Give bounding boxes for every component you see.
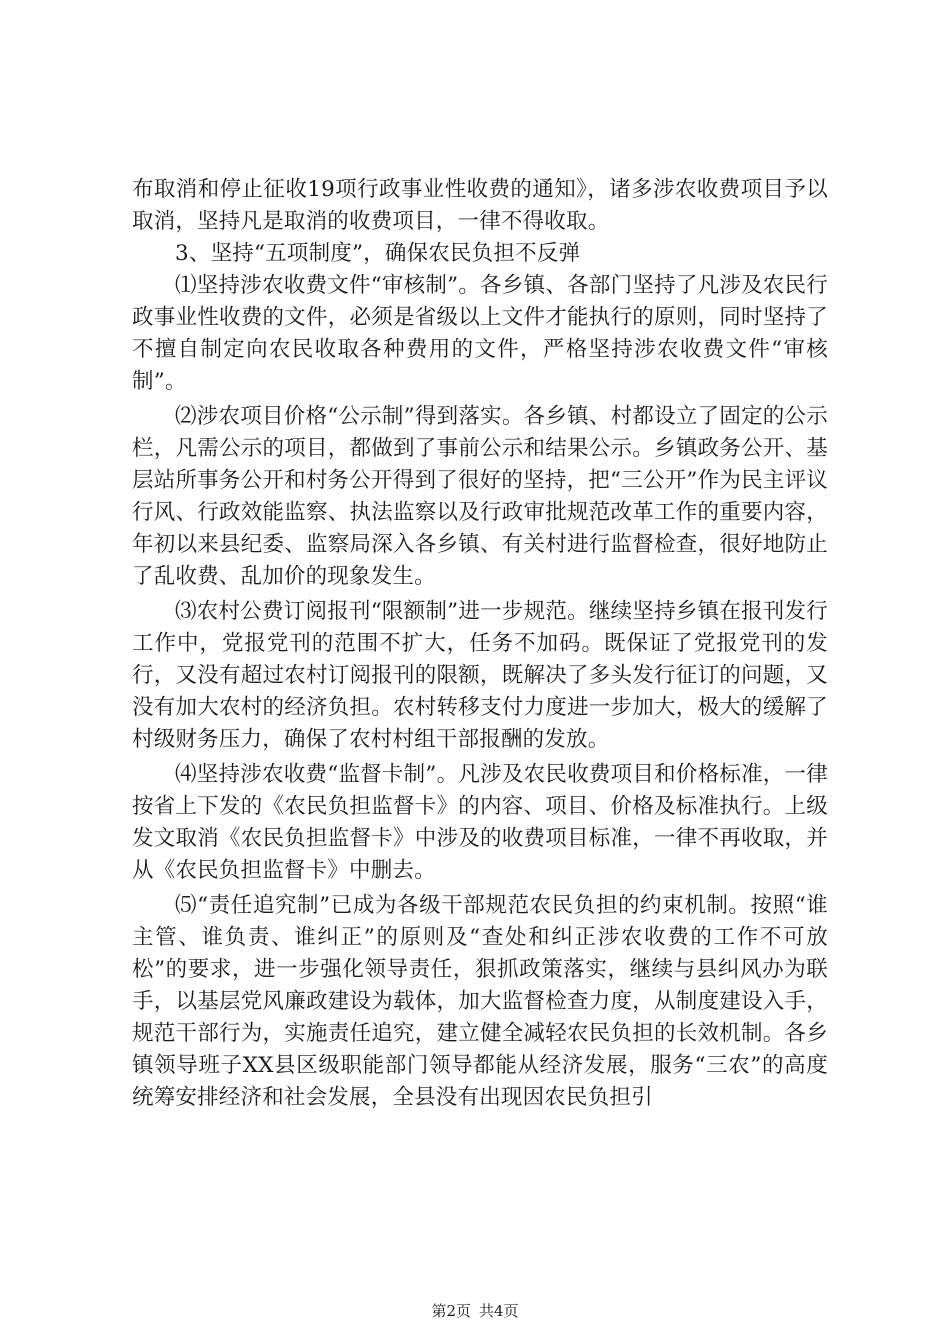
page-number: 第2页: [431, 1302, 471, 1320]
paragraph-item-4: ⑷坚持涉农收费“监督卡制”。凡涉及农民收费项目和价格标准，一律按省上下发的《农民负担监督卡》的内容、项目、价格及标准执行。上级发文取消《农民负担监督卡》中涉及的收费项目标准，一律不再收取，并从《农民负担监督卡》中删去。: [132, 762, 828, 883]
paragraph-item-5: ⑸“责任追究制”已成为各级干部规范农民负担的约束机制。按照“谁主管、谁负责、谁纠正”的原则及“查处和纠正涉农收费的工作不可放松”的要求，进一步强化领导责任，狠抓政策落实，继续与县纠风办为联手，以基层党风廉政建设为载体，加大监督检查力度，从制度建设入手，规范干部行为，实施责任追究，建立健全减轻农民负担的长效机制。各乡镇领导班子XX县区级职能部门领导都能从经济发展，服务“三农”的高度统筹安排经济和社会发展，全县没有出现因农民负担引: [132, 893, 828, 1110]
paragraph-item-1: ⑴坚持涉农收费文件“审核制”。各乡镇、各部门坚持了凡涉及农民行政事业性收费的文件，必须是省级以上文件才能执行的原则，同时坚持了不擅自制定向农民收取各种费用的文件，严格坚持涉农收费文件“审核制”。: [132, 273, 828, 394]
section-heading: 3、坚持“五项制度”，确保农民负担不反弹: [175, 241, 581, 266]
page-total: 共4页: [479, 1302, 519, 1320]
document-body: [132, 174, 828, 1114]
page-footer: [0, 1301, 950, 1321]
paragraph-item-2: ⑵涉农项目价格“公示制”得到落实。各乡镇、村都设立了固定的公示栏，凡需公示的项目，都做到了事前公示和结果公示。乡镇政务公开、基层站所事务公开和村务公开得到了很好的坚持，把“三公开”作为民主评议行风、行政效能监察、执法监察以及行政审批规范改革工作的重要内容，年初以来县纪委、监察局深入各乡镇、有关村进行监督检查，很好地防止了乱收费、乱加价的现象发生。: [132, 404, 828, 589]
paragraph-item-3: ⑶农村公费订阅报刊“限额制”进一步规范。继续坚持乡镇在报刊发行工作中，党报党刊的范围不扩大，任务不加码。既保证了党报党刊的发行，又没有超过农村订阅报刊的限额，既解决了多头发行征订的问题，又没有加大农村的经济负担。农村转移支付力度进一步加大，极大的缓解了村级财务压力，确保了农村村组干部报酬的发放。: [132, 599, 828, 752]
paragraph-continuation: 布取消和停止征收19项行政事业性收费的通知》，诸多涉农收费项目予以取消，坚持凡是取消的收费项目，一律不得收取。: [132, 177, 828, 234]
